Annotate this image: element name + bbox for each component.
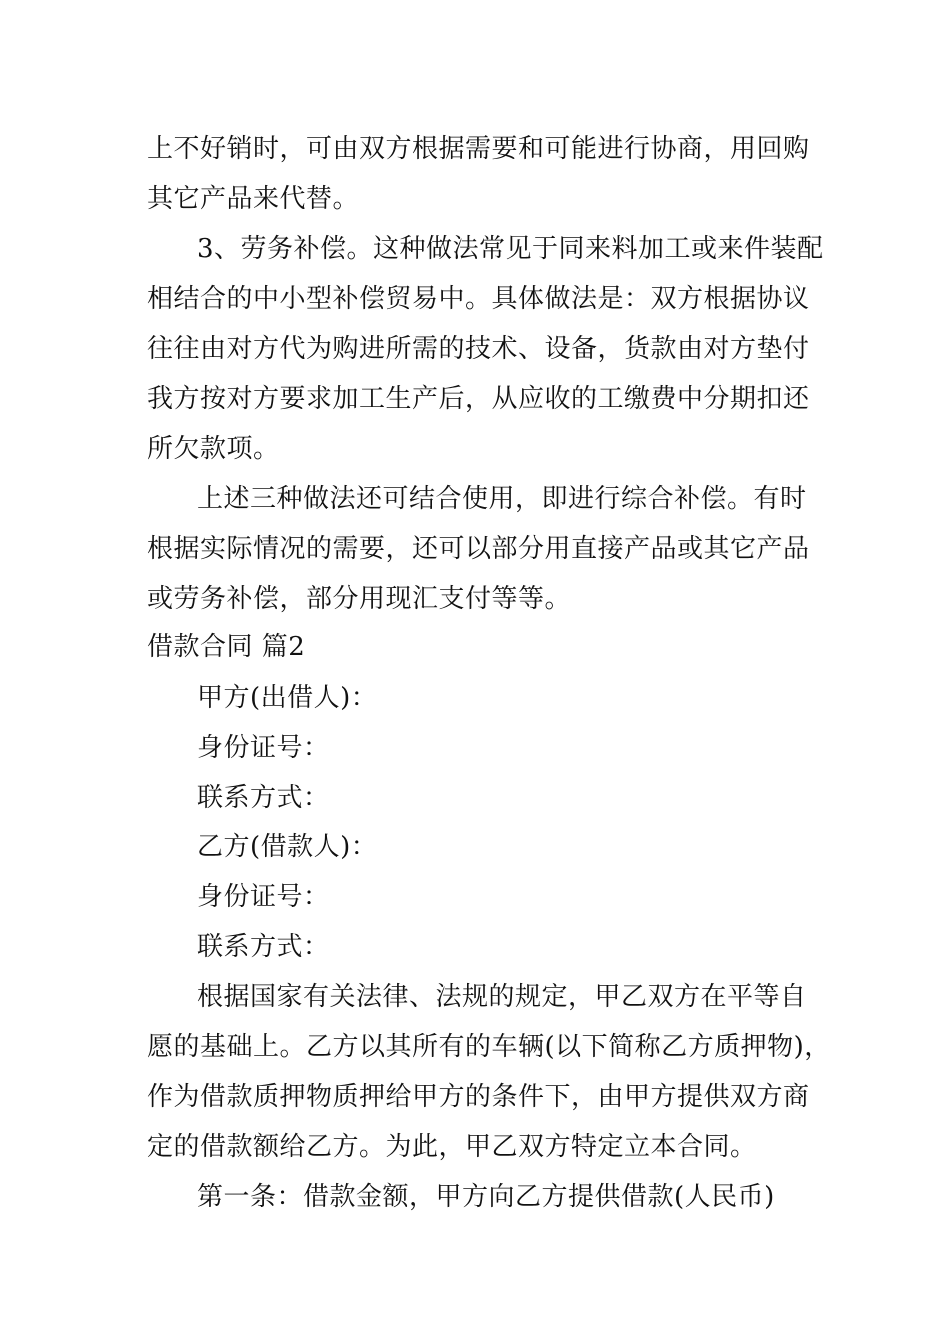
text-line: 我方按对方要求加工生产后，从应收的工缴费中分期扣还 — [147, 384, 810, 414]
party-a-contact-label: 联系方式： — [197, 783, 330, 813]
text-line: 作为借款质押物质押给甲方的条件下，由甲方提供双方商 — [147, 1082, 810, 1112]
paragraph-start-line: 上述三种做法还可结合使用，即进行综合补偿。有时 — [197, 484, 807, 514]
text-line: 根据实际情况的需要，还可以部分用直接产品或其它产品 — [147, 534, 810, 564]
party-a-id-label: 身份证号： — [197, 733, 330, 763]
text-line: 或劳务补偿，部分用现汇支付等等。 — [147, 584, 572, 614]
paragraph-start-line: 根据国家有关法律、法规的规定，甲乙双方在平等自 — [197, 982, 807, 1012]
party-a-label: 甲方(出借人)： — [197, 683, 378, 713]
section-heading: 借款合同 篇2 — [147, 632, 306, 662]
text-line: 愿的基础上。乙方以其所有的车辆(以下简称乙方质押物)， — [147, 1032, 831, 1062]
article-one-line: 第一条：借款金额，甲方向乙方提供借款(人民币) — [197, 1182, 775, 1212]
text-line: 其它产品来代替。 — [147, 184, 360, 214]
text-line: 所欠款项。 — [147, 434, 280, 464]
text-line: 往往由对方代为购进所需的技术、设备，货款由对方垫付 — [147, 334, 810, 364]
party-b-id-label: 身份证号： — [197, 882, 330, 912]
text-line: 上不好销时，可由双方根据需要和可能进行协商，用回购 — [147, 134, 810, 164]
party-b-contact-label: 联系方式： — [197, 932, 330, 962]
paragraph-start-line: 3、劳务补偿。这种做法常见于同来料加工或来件装配 — [197, 234, 824, 264]
party-b-label: 乙方(借款人)： — [197, 832, 378, 862]
text-line: 定的借款额给乙方。为此，甲乙双方特定立本合同。 — [147, 1132, 757, 1162]
text-line: 相结合的中小型补偿贸易中。具体做法是：双方根据协议 — [147, 284, 810, 314]
